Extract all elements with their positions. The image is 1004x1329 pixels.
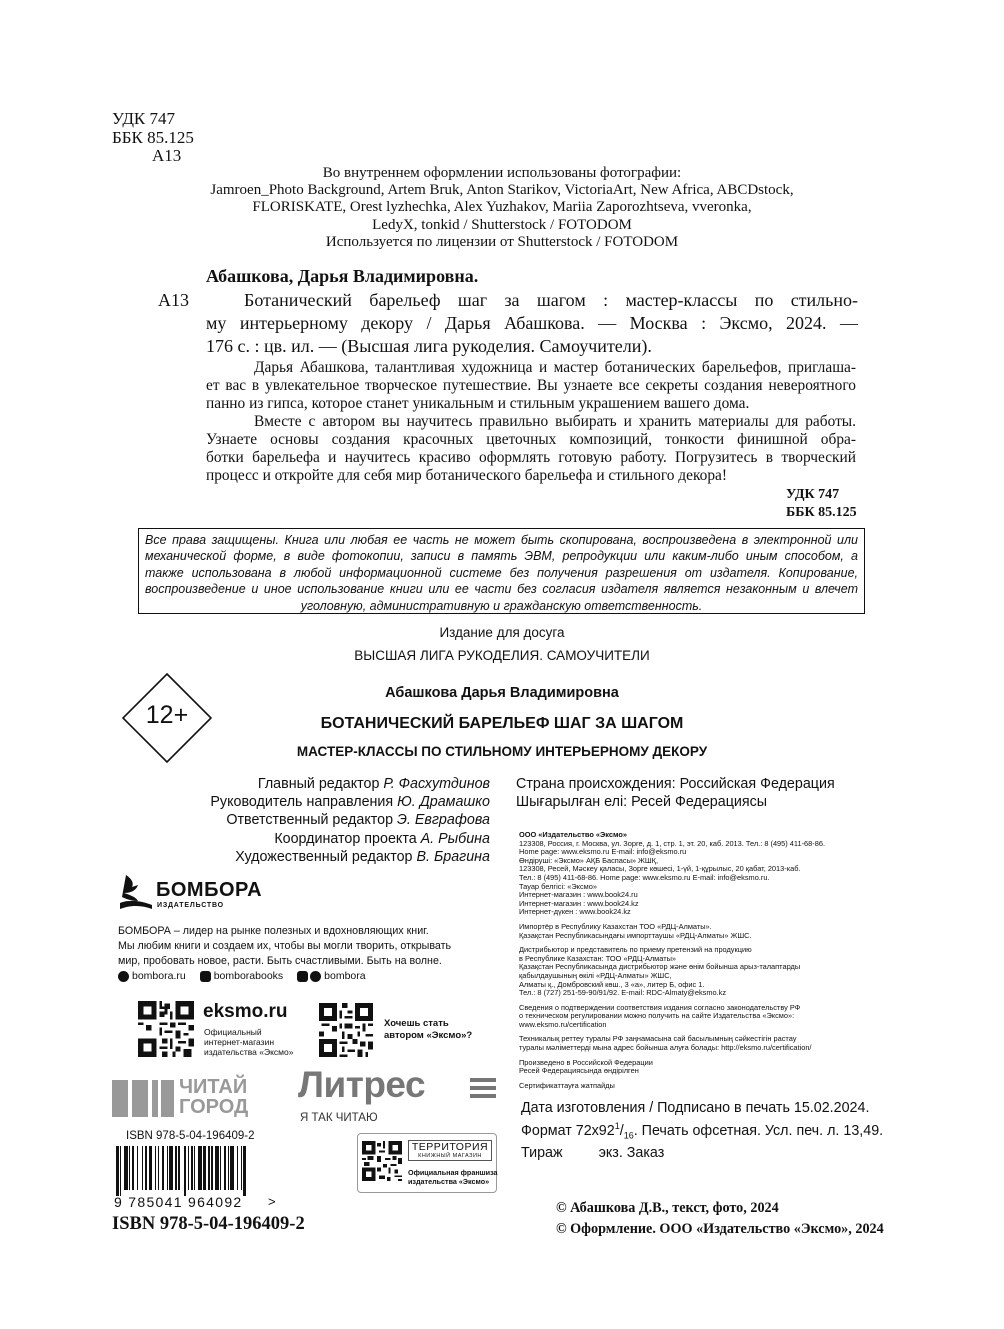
annotation-line: процесс и откройте для себя мир ботанического барельефа и стильного декора! bbox=[206, 467, 728, 484]
publisher-info-line: 123308, Ресей, Мәскеу қаласы, Зорге көшесі, 1-үй, 1-құрылыс, 20 қабат, 2013-каб. bbox=[519, 864, 801, 874]
barcode-bar bbox=[149, 1146, 153, 1190]
annotation-line: Вместе с автором вы научитесь правильно выбирать и хранить материалы для работы. bbox=[254, 413, 856, 430]
social-telegram[interactable]: bombora bbox=[324, 970, 366, 982]
territoriya-block bbox=[357, 1133, 497, 1193]
litres-logo bbox=[298, 1064, 498, 1128]
barcode-bar bbox=[124, 1146, 128, 1190]
publisher-info-line: Тауар белгісі: «Эксмо» bbox=[519, 881, 597, 891]
globe-icon bbox=[118, 971, 129, 982]
copyright-notice-box bbox=[138, 528, 865, 614]
publisher-info-line: Тел.: 8 (495) 411-68-86. Home page: www.eksmo.ru E-mail: info@eksmo.ru. bbox=[519, 872, 770, 882]
publisher-info-line: www.eksmo.ru/certification bbox=[519, 1019, 607, 1029]
photo-credits-line: FLORISKATE, Orest lyzhechka, Alex Yuzhakov, Mariia Zaporozhtseva, vveronka, bbox=[252, 199, 752, 216]
staff-role: Координатор проекта bbox=[274, 830, 417, 847]
staff-role: Художественный редактор bbox=[235, 848, 413, 865]
notice-line: также использована в любой информационной системе без получения разрешения от издателя. Копирование, bbox=[145, 565, 858, 580]
chitai-line: ЧИТАЙ bbox=[179, 1076, 248, 1098]
age-rating-badge bbox=[122, 673, 212, 763]
classification-block bbox=[112, 110, 194, 166]
copyright-line: © Оформление. ООО «Издательство «Эксмо», 2024 bbox=[556, 1221, 884, 1237]
publisher-info-line: Произведено в Российской Федерации bbox=[519, 1057, 653, 1067]
social-vk[interactable]: bomborabooks bbox=[213, 970, 284, 982]
chitai-gorod-text bbox=[179, 1077, 248, 1117]
udk-code: УДК 747 bbox=[112, 109, 176, 128]
print-info bbox=[521, 1100, 883, 1163]
publisher-info-line: Өндіруші: «Эксмо» АҚБ Баспасы» ЖШҚ, bbox=[519, 855, 659, 865]
edition-type: Издание для досуга bbox=[439, 625, 565, 640]
staff-role: Ответственный редактор bbox=[226, 812, 394, 829]
photo-credits-line: Используется по лицензии от Shutterstock / FOTODOM bbox=[325, 233, 679, 250]
annotation-line: Дарья Абашкова, талантливая художница и мастер ботанических барельефов, приглаша- bbox=[254, 359, 856, 376]
notice-line: механической форме, в виде фотокопии, записи в память ЭВМ, репродукции или каким-либо иным способом, а bbox=[145, 549, 858, 564]
staff-row bbox=[118, 775, 490, 793]
barcode-bar bbox=[129, 1146, 130, 1190]
photo-credits-line: Jamroen_Photo Background, Artem Bruk, Anton Starikov, VictoriaArt, New Africa, ABCDstock, bbox=[210, 182, 794, 199]
barcode-bar bbox=[215, 1146, 219, 1190]
barcode-bar bbox=[224, 1146, 227, 1190]
eksmo-shop-caption bbox=[204, 1027, 293, 1057]
barcode-bar bbox=[194, 1146, 195, 1190]
gorod-line: ГОРОД bbox=[179, 1096, 249, 1118]
barcode-bar bbox=[208, 1146, 209, 1190]
caption-line: издательства «Эксмо» bbox=[408, 1177, 490, 1186]
bombora-logo-text: БОМБОРА bbox=[156, 879, 263, 901]
copyright-line: © Абашкова Д.В., текст, фото, 2024 bbox=[556, 1200, 779, 1216]
staff-role: Руководитель направления bbox=[210, 794, 394, 811]
isbn-bottom: ISBN 978-5-04-196409-2 bbox=[112, 1214, 305, 1234]
publisher-info-line: 123308, Россия, г. Москва, ул. Зорге, д. 1, стр. 1, эт. 20, каб. 2013. Тел.: 8 (495) 411-68-86. bbox=[519, 838, 825, 848]
annotation bbox=[206, 359, 856, 485]
staff-name: Р. Фасхутдинов bbox=[383, 776, 490, 792]
barcode-bar bbox=[155, 1146, 156, 1190]
format-suffix: . Печать офсетная. Усл. печ. л. 13,49. bbox=[633, 1122, 884, 1139]
barcode-bar bbox=[162, 1146, 165, 1190]
age-rating-text: 12+ bbox=[145, 701, 189, 729]
menu-lines-icon bbox=[470, 1078, 496, 1098]
isbn-top: ISBN 978-5-04-196409-2 bbox=[126, 1130, 255, 1142]
staff-row bbox=[118, 830, 490, 848]
litres-logo-text: Литрес bbox=[298, 1064, 426, 1105]
origin-line: Шығарылған елі: Ресей Федерациясы bbox=[516, 794, 768, 811]
photo-credits-line: Во внутреннем оформлении использованы фотографии: bbox=[322, 165, 682, 181]
qr-code-eksmo-author[interactable] bbox=[319, 1003, 373, 1057]
publisher-info-line: Дистрибьютор и представитель по приему претензий на продукцию bbox=[519, 945, 752, 955]
caption-line: Официальный bbox=[204, 1027, 262, 1037]
photo-credits-line: LedyX, tonkid / Shutterstock / FOTODOM bbox=[372, 216, 632, 233]
bbk-code: ББК 85.125 bbox=[112, 127, 194, 147]
youtube-icon bbox=[297, 971, 308, 982]
territoriya-sub: КНИЖНЫЙ МАГАЗИН bbox=[418, 1153, 482, 1159]
qr-code-eksmo-shop[interactable] bbox=[138, 1001, 194, 1057]
barcode-bar bbox=[211, 1146, 214, 1190]
barcode-bar bbox=[220, 1146, 221, 1190]
bombora-logo bbox=[118, 873, 318, 915]
catalog-card bbox=[158, 265, 858, 358]
format-frac-num: 1 bbox=[614, 1120, 620, 1131]
territoriya-caption bbox=[408, 1168, 498, 1186]
book-title: БОТАНИЧЕСКИЙ БАРЕЛЬЕФ ШАГ ЗА ШАГОМ bbox=[320, 715, 684, 732]
eksmo-site[interactable]: eksmo.ru bbox=[203, 1001, 288, 1022]
publisher-info-line: Интернет-дүкен : www.book24.kz bbox=[519, 907, 631, 917]
staff-name: Э. Евграфова bbox=[397, 812, 490, 829]
print-date: Дата изготовления / Подписано в печать 15.02.2024. bbox=[521, 1100, 870, 1116]
barcode-bar bbox=[120, 1146, 121, 1196]
social-site[interactable]: bombora.ru bbox=[132, 970, 186, 982]
call-line: автором «Эксмо»? bbox=[384, 1030, 473, 1041]
annotation-line: ботки барельефа и научитесь красиво оформлять готовую работу. Погрузитесь в творческий bbox=[206, 449, 856, 466]
catalog-line: Ботанический барельеф шаг за шагом : мастер-классы по стильно- bbox=[244, 290, 858, 310]
barcode-bar bbox=[158, 1146, 159, 1190]
barcode-bar bbox=[132, 1146, 135, 1190]
annotation-line: ет вас в увлекательное творческое путешествие. Вы узнаете все секреты создания невероятного bbox=[206, 377, 856, 394]
photo-credits bbox=[100, 165, 904, 251]
annotation-codes bbox=[786, 486, 857, 521]
catalog-mark: А13 bbox=[158, 290, 189, 310]
barcode-bar bbox=[203, 1146, 206, 1190]
bombora-desc-line: БОМБОРА – лидер на рынке полезных и вдохновляющих книг. bbox=[118, 925, 429, 937]
catalog-line: му интерьерному декору / Дарья Абашкова. — Москва : Эксмо, 2024. — bbox=[206, 313, 858, 333]
publisher-info-line: Интернет-магазин : www.book24.ru bbox=[519, 890, 638, 900]
publisher-info-line: қабылдаушының өкілі «РДЦ-Алматы» ЖШС, bbox=[519, 970, 672, 980]
series-title: ВЫСШАЯ ЛИГА РУКОДЕЛИЯ. САМОУЧИТЕЛИ bbox=[354, 648, 650, 663]
barcode-bar bbox=[178, 1146, 179, 1190]
chitai-gorod-logo bbox=[112, 1077, 272, 1121]
format-frac-den: 16 bbox=[623, 1130, 634, 1141]
staff-list bbox=[118, 775, 490, 866]
telegram-icon bbox=[310, 971, 321, 982]
barcode-bar bbox=[237, 1146, 238, 1190]
barcode-bar bbox=[169, 1146, 173, 1190]
barcode-bar bbox=[175, 1146, 178, 1190]
barcode-bar bbox=[167, 1146, 168, 1190]
print-format: Формат $72х92^1/_{16}$. Печать офсетная. Усл. печ. л. 13,49. bbox=[521, 1120, 884, 1141]
staff-name: В. Брагина bbox=[416, 848, 490, 865]
vk-icon bbox=[200, 971, 211, 982]
annotation-line: Узнаете основы создания красочных цветочных композиций, тонкости финишной обра- bbox=[206, 431, 856, 448]
book-subtitle: МАСТЕР-КЛАССЫ ПО СТИЛЬНОМУ ИНТЕРЬЕРНОМУ ДЕКОРУ bbox=[296, 744, 708, 759]
publisher-info-line: Алматы қ., Домбровский көш., 3 «а», литер Б, офис 1. bbox=[519, 979, 705, 989]
barcode-bar bbox=[198, 1146, 202, 1190]
notice-line: воспроизведение и иное использование книги или ее части без согласия издателя является незаконным и влечет bbox=[145, 582, 858, 597]
catalog-line: 176 с. : цв. ил. — (Высшая лига рукоделия. Самоучители). bbox=[206, 336, 652, 356]
print-run bbox=[521, 1145, 883, 1163]
publisher-info-line: Тел.: 8 (727) 251-59-90/91/92. E-mail: RDC-Almaty@eksmo.kz bbox=[519, 988, 727, 998]
copyrights bbox=[556, 1198, 884, 1240]
staff-name: Ю. Драмашко bbox=[397, 794, 490, 811]
barcode-bar bbox=[142, 1146, 143, 1190]
barcode-bar bbox=[191, 1146, 192, 1190]
staff-row bbox=[118, 848, 490, 866]
barcode-bar bbox=[184, 1146, 187, 1196]
isbn-digits: 9 785041 964092 bbox=[114, 1194, 243, 1210]
publisher-info-line: Сертификаттауға жатпайды bbox=[519, 1080, 615, 1090]
bombora-logo-sub: ИЗДАТЕЛЬСТВО bbox=[157, 902, 224, 909]
publisher-info-line: ООО «Издательство «Эксмо» bbox=[519, 830, 627, 839]
notice-line: уголовную, административную и гражданскую ответственность. bbox=[300, 598, 703, 613]
publisher-info-line: Қазақстан Республикасындағы импорттаушы «РДЦ-Алматы» ЖШС. bbox=[519, 930, 752, 940]
barcode-bar bbox=[230, 1146, 234, 1190]
bombora-desc-line: мир, пробовать новое, расти. Быть счастливыми. Быть на волне. bbox=[118, 955, 442, 967]
publisher-info bbox=[519, 831, 919, 1090]
notice-line: Все права защищены. Книга или любая ее часть не может быть скопирована, воспроизведена в электронной или bbox=[145, 533, 858, 547]
publisher-info-line: Home page: www.eksmo.ru E-mail: info@eksmo.ru bbox=[519, 847, 687, 857]
udk-code-bottom: УДК 747 bbox=[786, 487, 840, 502]
caption-line: издательства «Эксмо» bbox=[204, 1047, 294, 1057]
bbk-code-bottom: ББК 85.125 bbox=[786, 504, 857, 520]
format-prefix: Формат 72х92 bbox=[521, 1122, 615, 1139]
call-line: Хочешь стать bbox=[384, 1018, 449, 1029]
publisher-info-line: Импортёр в Республику Казахстан ТОО «РДЦ-Алматы». bbox=[519, 921, 712, 931]
caption-line: интернет-магазин bbox=[204, 1037, 275, 1047]
territoriya-name: ТЕРРИТОРИЯ bbox=[411, 1141, 489, 1153]
zakaz-label: экз. Заказ bbox=[598, 1145, 665, 1162]
tirazh-label: Тираж bbox=[521, 1145, 563, 1162]
bombora-wave-icon bbox=[118, 873, 156, 913]
barcode-end-mark: > bbox=[268, 1194, 276, 1209]
staff-role: Главный редактор bbox=[257, 776, 380, 792]
books-icon bbox=[112, 1080, 174, 1117]
barcode-bar bbox=[145, 1146, 148, 1190]
origin-line: Страна происхождения: Российская Федерация bbox=[516, 776, 835, 792]
publisher-info-line: Сведения о подтверждении соответствия издания согласно законодательству РФ bbox=[519, 1002, 801, 1012]
barcode-bar bbox=[188, 1146, 189, 1190]
origin-info bbox=[516, 775, 835, 811]
qr-code-territoriya[interactable] bbox=[362, 1141, 402, 1181]
publisher-info-line: туралы мәліметтерді мына адрес бойынша алуға болады: http://eksmo.ru/certification/ bbox=[519, 1043, 812, 1053]
barcode-bar bbox=[116, 1146, 119, 1196]
caption-line: Официальная франшиза bbox=[408, 1168, 498, 1177]
bombora-socials bbox=[118, 970, 366, 982]
territoriya-badge bbox=[408, 1140, 492, 1161]
publisher-info-line: в Республике Казахстан: ТОО «РДЦ-Алматы» bbox=[519, 953, 677, 963]
eksmo-author-call bbox=[384, 1018, 472, 1042]
publisher-info-line: Интернет-магазин : www.book24.kz bbox=[519, 898, 639, 908]
author-mark: А13 bbox=[152, 146, 182, 165]
barcode-bar bbox=[228, 1146, 229, 1190]
annotation-line: панно из гипса, которое станет уникальным и стильным украшением вашего дома. bbox=[206, 395, 750, 412]
barcode-bar bbox=[241, 1146, 242, 1190]
publisher-info-line: Қазақстан Республикасында дистрибьютор және өнім бойынша арыз-талаптарды bbox=[519, 962, 801, 972]
publisher-info-line: Техникалық реттеу туралы РФ заңнамасына сай басылымның сәйкестігін растау bbox=[519, 1034, 797, 1044]
bombora-description bbox=[118, 924, 451, 969]
staff-name: А. Рыбина bbox=[420, 830, 490, 847]
staff-row bbox=[118, 793, 490, 811]
barcode-bar bbox=[137, 1146, 138, 1190]
barcode-bar bbox=[243, 1146, 246, 1196]
litres-slogan: Я ТАК ЧИТАЮ bbox=[300, 1112, 378, 1124]
catalog-author: Абашкова, Дарья Владимировна. bbox=[206, 266, 479, 286]
book-author: Абашкова Дарья Владимировна bbox=[385, 685, 619, 701]
publisher-info-line: о техническом регулировании можно получить на сайте Издательства «Эксмо»: bbox=[519, 1011, 795, 1021]
barcode bbox=[116, 1146, 282, 1196]
publisher-info-line: Ресей Федерациясында өндірілген bbox=[519, 1066, 639, 1076]
staff-row bbox=[118, 811, 490, 829]
bombora-desc-line: Мы любим книги и создаем их, чтобы вы могли творить, открывать bbox=[118, 940, 452, 952]
